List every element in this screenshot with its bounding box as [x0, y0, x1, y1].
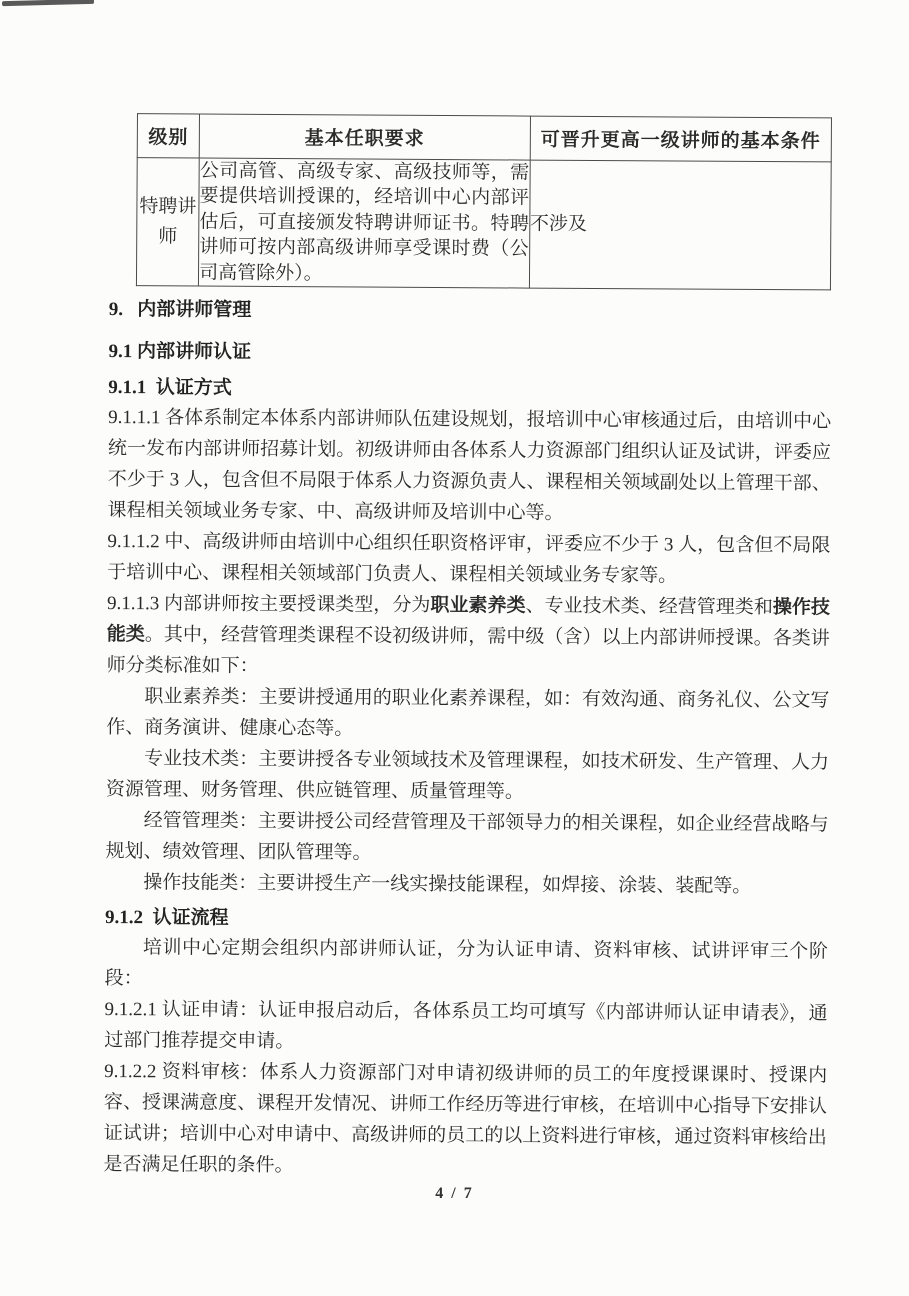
table-header-level: 级别 — [137, 114, 199, 158]
paragraph-category-management: 经管管理类：主要讲授公司经营管理及干部领导力的相关课程，如企业经营战略与规划、绩效管理、团队管理等。 — [105, 810, 829, 864]
cell-requirements: 公司高管、高级专家、高级技师等，需要提供培训授课的，经培训中心内部评估后，可直接颁发特聘讲师证书。特聘讲师可按内部高级讲师享受课时费（公司高管除外）。 — [199, 158, 530, 288]
paragraph-9-1-2-2: 9.1.2.2 资料审核：体系人力资源部门对申请初级讲师的员工的年度授课课时、授课内容、授课满意度、课程开发情况、讲师工作经历等进行审核，在培训中心指导下安排认证试讲；培训中心对申请中、高级讲师的员工的以上资料进行审核，通过资料审核给出是否满足任职的条件。 — [103, 1061, 828, 1177]
paragraph-certification-process-intro: 培训中心定期会组织内部讲师认证，分为认证申请、资料审核、试讲评审三个阶段： — [104, 937, 828, 990]
cell-level: 特聘讲师 — [136, 158, 199, 286]
bold-term-professional-quality: 职业素养类 — [430, 594, 526, 617]
section-heading-9-1-2: 9.1.2 认证流程 — [105, 907, 229, 929]
paragraph-category-technical: 专业技术类：主要讲授各专业领域技术及管理课程，如技术研发、生产管理、人力资源管理、财务管理、供应链管理、质量管理等。 — [105, 748, 830, 803]
table-header-row — [137, 114, 831, 162]
section-heading-9-1-1: 9.1.1 认证方式 — [108, 377, 232, 399]
lecturer-requirements-table — [136, 113, 832, 290]
paragraph-9-1-1-1: 9.1.1.1 各体系制定本体系内部讲师队伍建设规划，报培训中心审核通过后，由培训中心统一发布内部讲师招募计划。初级讲师由各体系人力资源部门组织认证及试讲，评委应不少于 3 人，包含但不局限于体系人力资源负责人、课程相关领域副处以上管理干部、课程相关领域业务专家、中、高级讲师及培训中心等。 — [107, 407, 832, 524]
document-content — [103, 113, 833, 1184]
paragraph-9-1-1-3-text: 、专业技术类、经营管理类和 — [525, 595, 773, 619]
cell-promotion: 不涉及 — [529, 160, 831, 290]
table-header-promotion: 可晋升更高一级讲师的基本条件 — [530, 116, 832, 162]
section-heading-9-1: 9.1 内部讲师认证 — [108, 341, 252, 363]
paragraph-9-1-2-1: 9.1.2.1 认证申请：认证申报启动后，各体系员工均可填写《内部讲师认证申请表》，通过部门推荐提交申请。 — [104, 999, 828, 1053]
paragraph-9-1-1-3-text: 9.1.1.3 内部讲师按主要授课类型，分为 — [106, 593, 431, 616]
bold-term-operation-skill: 操作技能类 — [106, 597, 831, 646]
section-heading-9: 9. 内部讲师管理 — [108, 299, 252, 321]
paragraph-9-1-1-2: 9.1.1.2 中、高级讲师由培训中心组织任职资格评审，评委应不少于 3 人，包含但不局限于培训中心、课程相关领域部门负责人、课程相关领域业务专家等。 — [107, 531, 831, 587]
paragraph-category-operation-skill: 操作技能类：主要讲授生产一线实操技能课程，如焊接、涂装、装配等。 — [143, 872, 752, 897]
paragraph-9-1-1-3-text: 。其中，经营管理类课程不设初级讲师，需中级（含）以上内部讲师授课。各类讲师分类标准如下： — [106, 624, 830, 677]
scan-artifact — [2, 0, 94, 6]
paragraph-9-1-1-3 — [107, 588, 831, 685]
table-row — [136, 158, 831, 290]
table-header-requirements: 基本任职要求 — [199, 114, 530, 160]
paragraph-category-professional-quality: 职业素养类：主要讲授通用的职业化素养课程，如：有效沟通、商务礼仪、公文写作、商务演讲、健康心态等。 — [106, 686, 830, 740]
page-number: 4 / 7 — [435, 1185, 474, 1202]
